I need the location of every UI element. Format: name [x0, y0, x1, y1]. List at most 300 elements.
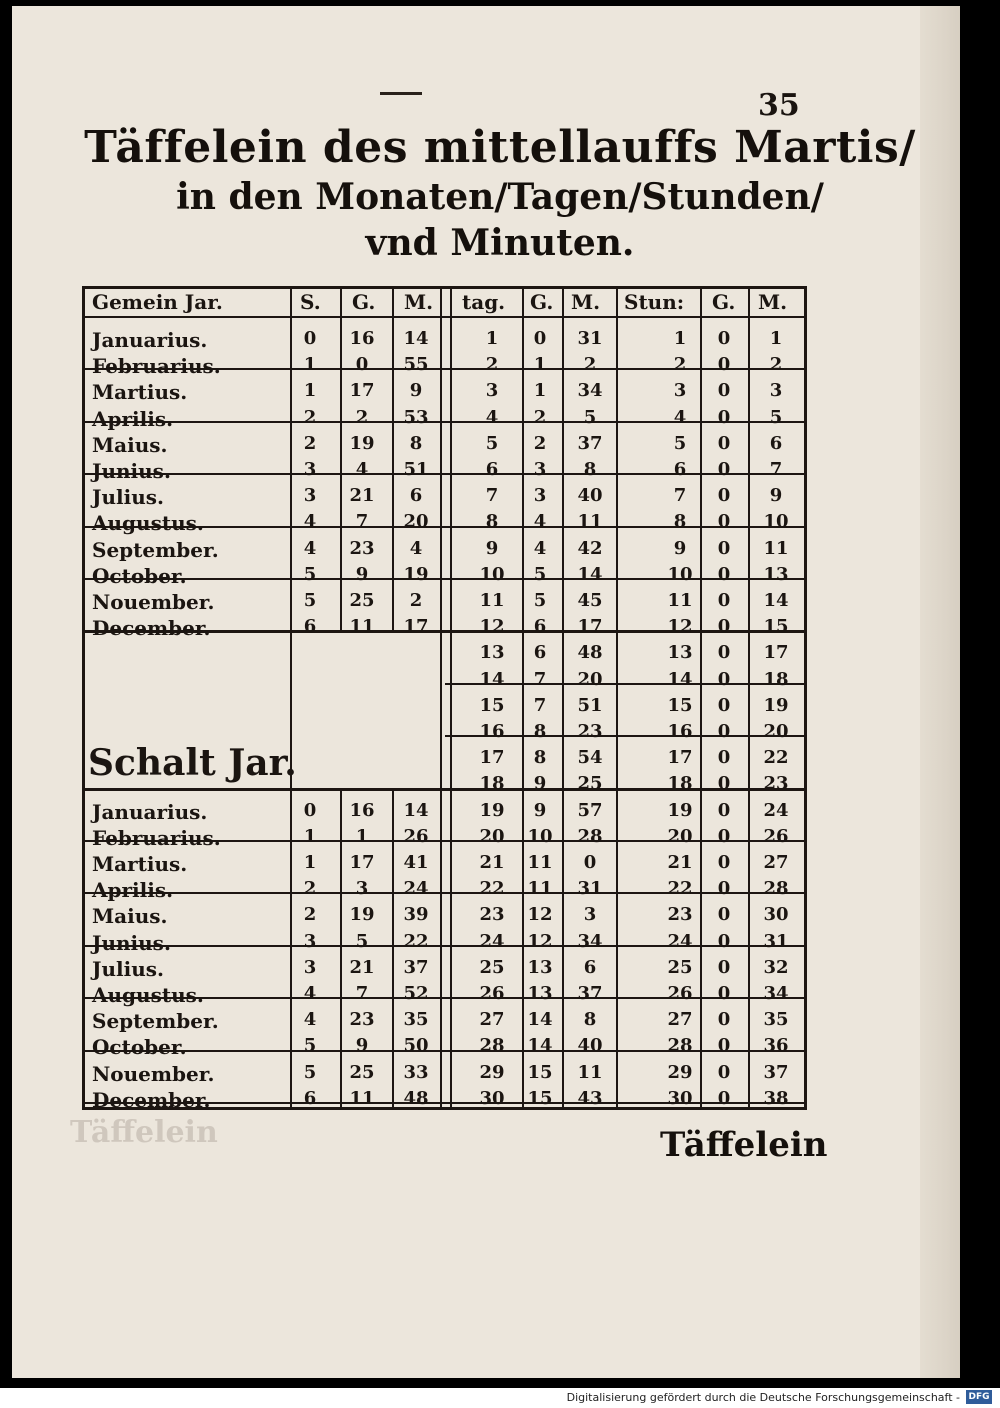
day-minutes: 2 [583, 354, 597, 376]
common-year-degrees: 11 [349, 616, 375, 638]
hour-minutes: 19 [763, 694, 789, 716]
hour-minutes: 31 [763, 930, 789, 952]
day-number: 19 [479, 799, 505, 821]
column-rule [392, 286, 394, 630]
day-degrees: 13 [527, 956, 553, 978]
leap-year-degrees: 19 [349, 904, 375, 926]
leap-year-signs: 2 [303, 878, 317, 900]
hour-degrees: 0 [717, 747, 731, 769]
leap-year-minutes: 22 [403, 930, 429, 952]
day-minutes: 51 [577, 694, 603, 716]
day-number: 26 [479, 983, 505, 1004]
hour-degrees: 0 [717, 328, 731, 349]
hour-minutes: 15 [763, 616, 789, 638]
leap-year-month-name: September. [92, 1009, 219, 1034]
day-minutes: 48 [577, 642, 603, 664]
day-number: 29 [479, 1061, 505, 1083]
day-degrees: 1 [533, 380, 547, 402]
day-minutes: 54 [577, 747, 603, 769]
hour-number: 11 [667, 590, 693, 611]
leap-year-signs: 3 [303, 956, 317, 978]
day-degrees: 14 [527, 1035, 553, 1057]
day-minutes: 31 [577, 328, 603, 349]
day-minutes: 37 [577, 983, 603, 1004]
common-year-month-name: Aprilis. [92, 406, 174, 431]
day-minutes: 45 [577, 590, 603, 611]
hour-degrees: 0 [717, 406, 731, 428]
common-year-signs: 4 [303, 511, 317, 533]
hour-number: 27 [667, 1009, 693, 1031]
leap-year-signs: 1 [303, 825, 317, 847]
column-rule [440, 630, 442, 787]
common-year-month-name: Januarius. [92, 328, 208, 352]
table-border-top [82, 286, 804, 289]
hour-degrees: 0 [717, 537, 731, 559]
leap-year-minutes: 35 [403, 1009, 429, 1031]
hour-number: 2 [673, 354, 687, 376]
common-year-minutes: 19 [403, 563, 429, 585]
hour-minutes: 38 [763, 1087, 789, 1109]
common-year-degrees: 25 [349, 590, 375, 611]
hour-number: 26 [667, 983, 693, 1004]
day-minutes: 11 [577, 511, 603, 533]
hour-minutes: 18 [763, 668, 789, 690]
common-year-signs: 2 [303, 406, 317, 428]
hour-number: 3 [673, 380, 687, 402]
day-minutes: 3 [583, 904, 597, 926]
hour-degrees: 0 [717, 852, 731, 873]
leap-year-signs: 6 [303, 1087, 317, 1109]
day-minutes: 0 [583, 852, 597, 873]
hour-degrees: 0 [717, 642, 731, 664]
day-minutes: 42 [577, 537, 603, 559]
day-minutes: 25 [577, 773, 603, 795]
common-year-minutes: 9 [409, 380, 423, 402]
common-year-minutes: 4 [409, 537, 423, 559]
leap-year-signs: 5 [303, 1035, 317, 1057]
common-year-degrees: 9 [355, 563, 369, 585]
common-year-degrees: 7 [355, 511, 369, 533]
catchword: Täffelein [660, 1125, 828, 1165]
day-degrees: 13 [527, 983, 553, 1004]
day-minutes: 34 [577, 380, 603, 402]
hour-degrees: 0 [717, 878, 731, 900]
leap-year-degrees: 23 [349, 1009, 375, 1031]
hour-number: 15 [667, 694, 693, 716]
day-degrees: 9 [533, 773, 547, 795]
leap-year-label: Schalt Jar. [88, 742, 297, 784]
leap-year-month-name: Aprilis. [92, 878, 174, 903]
day-minutes: 17 [577, 616, 603, 638]
leap-year-signs: 3 [303, 930, 317, 952]
hour-number: 25 [667, 956, 693, 978]
day-minutes: 23 [577, 721, 603, 742]
header-separator [82, 316, 804, 318]
day-degrees: 7 [533, 694, 547, 716]
day-number: 20 [479, 825, 505, 847]
hour-number: 5 [673, 432, 687, 454]
decorative-dash [380, 92, 422, 95]
common-year-minutes: 51 [403, 459, 429, 480]
hour-degrees: 0 [717, 1087, 731, 1109]
day-degrees: 7 [533, 668, 547, 690]
day-number: 17 [479, 747, 505, 769]
column-header: G. [530, 290, 554, 314]
day-minutes: 20 [577, 668, 603, 690]
common-year-minutes: 14 [403, 328, 429, 349]
hour-degrees: 0 [717, 1061, 731, 1083]
leap-year-month-name: Julius. [92, 956, 164, 981]
leap-year-minutes: 39 [403, 904, 429, 926]
column-rule [748, 286, 750, 1107]
leap-year-degrees: 9 [355, 1035, 369, 1057]
hour-minutes: 17 [763, 642, 789, 664]
common-year-month-name: Maius. [92, 432, 168, 457]
day-degrees: 10 [527, 825, 553, 847]
leap-year-month-name: Nouember. [92, 1061, 215, 1086]
hour-minutes: 23 [763, 773, 789, 795]
leap-year-minutes: 50 [403, 1035, 429, 1057]
hour-minutes: 11 [763, 537, 789, 559]
column-rule [450, 286, 452, 1107]
day-number: 21 [479, 852, 505, 873]
leap-year-degrees: 21 [349, 956, 375, 978]
hour-minutes: 22 [763, 747, 789, 769]
hour-number: 4 [673, 406, 687, 428]
hour-number: 21 [667, 852, 693, 873]
hour-minutes: 6 [769, 432, 783, 454]
hour-number: 9 [673, 537, 687, 559]
hour-minutes: 20 [763, 721, 789, 742]
hour-degrees: 0 [717, 1035, 731, 1057]
day-degrees: 4 [533, 537, 547, 559]
column-header: Stun: [624, 290, 685, 314]
bleed-through-text: Täffelein [70, 1115, 218, 1150]
day-number: 24 [479, 930, 505, 952]
day-number: 6 [485, 459, 499, 480]
day-degrees: 2 [533, 406, 547, 428]
day-number: 28 [479, 1035, 505, 1057]
day-degrees: 5 [533, 563, 547, 585]
day-degrees: 3 [533, 459, 547, 480]
day-number: 22 [479, 878, 505, 900]
column-rule [562, 286, 564, 1107]
day-degrees: 5 [533, 590, 547, 611]
leap-year-signs: 1 [303, 852, 317, 873]
leap-year-month-name: Junius. [92, 930, 171, 955]
hour-degrees: 0 [717, 904, 731, 926]
leap-year-signs: 4 [303, 1009, 317, 1031]
column-header: G. [352, 290, 376, 314]
hour-minutes: 13 [763, 563, 789, 585]
day-degrees: 11 [527, 878, 553, 900]
day-degrees: 9 [533, 799, 547, 821]
day-number: 2 [485, 354, 499, 376]
dfg-logo: DFG [966, 1390, 992, 1404]
day-minutes: 31 [577, 878, 603, 900]
leap-year-degrees: 11 [349, 1087, 375, 1109]
hour-degrees: 0 [717, 930, 731, 952]
common-year-degrees: 4 [355, 459, 369, 480]
hour-number: 12 [667, 616, 693, 638]
common-year-degrees: 19 [349, 432, 375, 454]
column-rule [616, 286, 618, 1107]
hour-degrees: 0 [717, 983, 731, 1004]
leap-year-degrees: 17 [349, 852, 375, 873]
day-degrees: 12 [527, 930, 553, 952]
hour-minutes: 10 [763, 511, 789, 533]
column-rule [392, 788, 394, 1107]
day-degrees: 15 [527, 1061, 553, 1083]
hour-minutes: 26 [763, 825, 789, 847]
hour-minutes: 2 [769, 354, 783, 376]
hour-number: 10 [667, 563, 693, 585]
common-year-month-name: September. [92, 537, 219, 562]
hour-degrees: 0 [717, 485, 731, 507]
hour-number: 1 [673, 328, 687, 349]
hour-degrees: 0 [717, 668, 731, 690]
common-year-minutes: 20 [403, 511, 429, 533]
common-year-month-name: Augustus. [92, 511, 204, 536]
leap-year-degrees: 16 [349, 799, 375, 821]
hour-minutes: 7 [769, 459, 783, 480]
day-degrees: 11 [527, 852, 553, 873]
hour-minutes: 14 [763, 590, 789, 611]
leap-year-signs: 5 [303, 1061, 317, 1083]
common-year-minutes: 2 [409, 590, 423, 611]
hour-degrees: 0 [717, 563, 731, 585]
leap-year-signs: 4 [303, 983, 317, 1004]
day-minutes: 57 [577, 799, 603, 821]
common-year-signs: 4 [303, 537, 317, 559]
day-degrees: 12 [527, 904, 553, 926]
hour-degrees: 0 [717, 825, 731, 847]
day-minutes: 40 [577, 485, 603, 507]
common-year-month-name: Februarius. [92, 354, 221, 379]
common-year-signs: 1 [303, 380, 317, 402]
day-degrees: 8 [533, 721, 547, 742]
day-degrees: 6 [533, 616, 547, 638]
leap-year-minutes: 14 [403, 799, 429, 821]
day-number: 23 [479, 904, 505, 926]
day-number: 7 [485, 485, 499, 507]
common-year-minutes: 6 [409, 485, 423, 507]
day-number: 9 [485, 537, 499, 559]
footer-credit: Digitalisierung gefördert durch die Deutsche Forschungsgemeinschaft - [566, 1391, 960, 1404]
hour-degrees: 0 [717, 1009, 731, 1031]
hour-minutes: 27 [763, 852, 789, 873]
table-border-right [804, 286, 807, 1110]
hour-number: 29 [667, 1061, 693, 1083]
day-minutes: 5 [583, 406, 597, 428]
common-year-minutes: 55 [403, 354, 429, 376]
day-number: 13 [479, 642, 505, 664]
day-number: 16 [479, 721, 505, 742]
common-year-month-name: Junius. [92, 459, 171, 483]
hour-minutes: 24 [763, 799, 789, 821]
day-number: 11 [479, 590, 505, 611]
hour-number: 28 [667, 1035, 693, 1057]
leap-year-degrees: 7 [355, 983, 369, 1004]
hour-minutes: 34 [763, 983, 789, 1004]
hour-number: 23 [667, 904, 693, 926]
hour-minutes: 32 [763, 956, 789, 978]
leap-year-minutes: 52 [403, 983, 429, 1004]
leap-year-minutes: 37 [403, 956, 429, 978]
leap-year-minutes: 24 [403, 878, 429, 900]
hour-minutes: 28 [763, 878, 789, 900]
hour-degrees: 0 [717, 799, 731, 821]
leap-year-month-name: Martius. [92, 852, 188, 876]
common-year-degrees: 0 [355, 354, 369, 376]
day-minutes: 8 [583, 1009, 597, 1031]
leap-year-minutes: 33 [403, 1061, 429, 1083]
hour-minutes: 36 [763, 1035, 789, 1057]
column-header: G. [712, 290, 736, 314]
day-number: 14 [479, 668, 505, 690]
hour-degrees: 0 [717, 721, 731, 742]
column-header: M. [571, 290, 601, 314]
leap-year-month-name: Februarius. [92, 825, 221, 850]
hour-degrees: 0 [717, 616, 731, 638]
column-header: Gemein Jar. [92, 290, 223, 314]
hour-minutes: 37 [763, 1061, 789, 1083]
day-number: 5 [485, 432, 499, 454]
common-year-signs: 5 [303, 563, 317, 585]
day-minutes: 28 [577, 825, 603, 847]
common-year-degrees: 17 [349, 380, 375, 402]
leap-year-signs: 0 [303, 799, 317, 821]
hour-number: 30 [667, 1087, 693, 1109]
column-header: M. [758, 290, 788, 314]
day-number: 12 [479, 616, 505, 638]
leap-year-degrees: 3 [355, 878, 369, 900]
leap-year-minutes: 26 [403, 825, 429, 847]
day-degrees: 6 [533, 642, 547, 664]
table-border-left [82, 286, 85, 1107]
leap-year-month-name: Maius. [92, 904, 168, 929]
common-year-degrees: 23 [349, 537, 375, 559]
day-number: 1 [485, 328, 499, 349]
hour-number: 20 [667, 825, 693, 847]
hour-number: 14 [667, 668, 693, 690]
common-year-degrees: 21 [349, 485, 375, 507]
hour-number: 18 [667, 773, 693, 795]
common-year-signs: 3 [303, 485, 317, 507]
day-minutes: 6 [583, 956, 597, 978]
column-header: tag. [462, 290, 506, 314]
day-minutes: 40 [577, 1035, 603, 1057]
common-year-minutes: 17 [403, 616, 429, 638]
hour-degrees: 0 [717, 380, 731, 402]
day-minutes: 43 [577, 1087, 603, 1109]
common-year-minutes: 53 [403, 406, 429, 428]
day-number: 10 [479, 563, 505, 585]
column-rule [440, 788, 442, 1107]
leap-year-month-name: October. [92, 1035, 187, 1060]
day-degrees: 4 [533, 511, 547, 533]
leap-year-month-name: Januarius. [92, 799, 208, 824]
common-year-month-name: Martius. [92, 380, 188, 405]
hour-minutes: 3 [769, 380, 783, 402]
hour-minutes: 35 [763, 1009, 789, 1031]
day-degrees: 8 [533, 747, 547, 769]
hour-degrees: 0 [717, 432, 731, 454]
common-year-degrees: 16 [349, 328, 375, 349]
common-year-signs: 6 [303, 616, 317, 638]
common-year-signs: 5 [303, 590, 317, 611]
day-number: 25 [479, 956, 505, 978]
leap-year-minutes: 41 [403, 852, 429, 873]
hour-minutes: 9 [769, 485, 783, 507]
hour-number: 17 [667, 747, 693, 769]
hour-number: 24 [667, 930, 693, 952]
page-title-line-1: Täffelein des mittellauffs Martis/ [84, 122, 916, 173]
hour-number: 8 [673, 511, 687, 533]
common-year-month-name: October. [92, 563, 187, 588]
common-year-signs: 0 [303, 328, 317, 349]
day-minutes: 14 [577, 563, 603, 585]
hour-degrees: 0 [717, 956, 731, 978]
day-number: 4 [485, 406, 499, 428]
day-minutes: 8 [583, 459, 597, 480]
day-number: 18 [479, 773, 505, 795]
day-degrees: 1 [533, 354, 547, 376]
day-number: 30 [479, 1087, 505, 1109]
leap-year-degrees: 1 [355, 825, 369, 847]
common-year-month-name: Julius. [92, 485, 164, 510]
column-header: S. [300, 290, 321, 314]
page-title-line-3: vnd Minuten. [365, 222, 635, 264]
hour-minutes: 1 [769, 328, 783, 349]
hour-degrees: 0 [717, 511, 731, 533]
hour-degrees: 0 [717, 773, 731, 795]
common-year-minutes: 8 [409, 432, 423, 454]
page-title-line-2: in den Monaten/Tagen/Stunden/ [176, 176, 824, 218]
hour-number: 19 [667, 799, 693, 821]
hour-minutes: 5 [769, 406, 783, 428]
day-minutes: 11 [577, 1061, 603, 1083]
leap-year-signs: 2 [303, 904, 317, 926]
leap-year-month-name: Augustus. [92, 983, 204, 1007]
column-rule [700, 286, 702, 1107]
day-degrees: 14 [527, 1009, 553, 1031]
common-year-signs: 3 [303, 459, 317, 480]
day-minutes: 34 [577, 930, 603, 952]
common-year-month-name: December. [92, 616, 211, 641]
leap-year-degrees: 25 [349, 1061, 375, 1083]
common-year-month-name: Nouember. [92, 590, 215, 614]
day-minutes: 37 [577, 432, 603, 454]
leap-year-degrees: 5 [355, 930, 369, 952]
hour-minutes: 30 [763, 904, 789, 926]
hour-degrees: 0 [717, 459, 731, 480]
day-degrees: 15 [527, 1087, 553, 1109]
hour-number: 13 [667, 642, 693, 664]
day-degrees: 0 [533, 328, 547, 349]
hour-degrees: 0 [717, 354, 731, 376]
hour-degrees: 0 [717, 694, 731, 716]
hour-number: 22 [667, 878, 693, 900]
column-header: M. [404, 290, 434, 314]
hour-number: 7 [673, 485, 687, 507]
day-number: 15 [479, 694, 505, 716]
day-number: 27 [479, 1009, 505, 1031]
day-degrees: 3 [533, 485, 547, 507]
day-degrees: 2 [533, 432, 547, 454]
page-number: 35 [758, 88, 800, 123]
common-year-signs: 1 [303, 354, 317, 376]
